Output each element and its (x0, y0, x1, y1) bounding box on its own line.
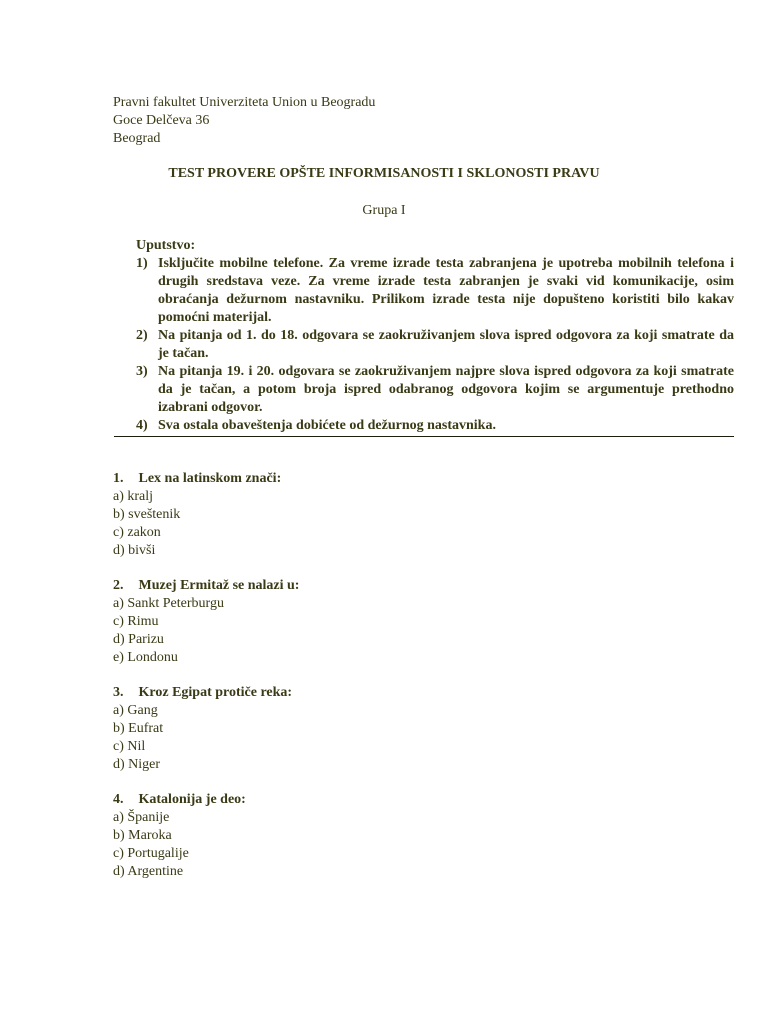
instruction-text: Sva ostala obaveštenja dobićete od dežurnog nastavnika. (158, 418, 496, 433)
answer-option[interactable]: b) Eufrat (113, 721, 164, 736)
street-address: Goce Delčeva 36 (113, 113, 210, 128)
institution-name: Pravni fakultet Univerziteta Union u Beogradu (113, 95, 376, 110)
test-group: Grupa I (362, 203, 406, 218)
instruction-text: Na pitanja od 1. do 18. odgovara se zaokruživanjem slova ispred odgovora za koji smatrate da je tačan. (158, 328, 734, 361)
instructions-heading: Uputstvo: (136, 238, 196, 253)
question-title (113, 684, 733, 702)
answer-option[interactable]: a) Sankt Peterburgu (113, 596, 224, 611)
instruction-item (136, 255, 734, 327)
answer-option[interactable]: d) bivši (113, 543, 156, 558)
instructions-list (136, 255, 734, 437)
question-title (113, 791, 733, 809)
question-3 (113, 684, 733, 774)
instructions-section (136, 237, 734, 437)
answer-option[interactable]: a) Gang (113, 703, 158, 718)
question-1 (113, 470, 733, 560)
question-text: Muzej Ermitaž se nalazi u: (138, 578, 300, 593)
question-number: 4. (113, 792, 124, 807)
instruction-item (136, 363, 734, 417)
answer-option[interactable]: c) Nil (113, 739, 146, 754)
instruction-item (114, 417, 734, 437)
answer-option[interactable]: c) zakon (113, 525, 161, 540)
question-text: Kroz Egipat protiče reka: (138, 685, 293, 700)
instruction-number: 2) (136, 328, 148, 343)
answer-option[interactable]: a) Španije (113, 810, 170, 825)
instruction-text: Isključite mobilne telefone. Za vreme izrade testa zabranjena je upotreba mobilnih telefona i drugih sredstava veze. Za vreme izrade testa zabranjen je svaki vid komunikacije, osim obraćanja dežurnom nastavniku. Prilikom izrade testa nije dopušteno koristiti bilo kakav pomoćni materijal. (158, 256, 734, 325)
answer-option[interactable]: d) Niger (113, 757, 161, 772)
answer-option[interactable]: c) Portugalije (113, 846, 189, 861)
question-number: 1. (113, 471, 124, 486)
question-title (113, 470, 733, 488)
instruction-number: 3) (136, 364, 148, 379)
city: Beograd (113, 131, 161, 146)
question-text: Lex na latinskom znači: (138, 471, 282, 486)
answer-option[interactable]: b) Maroka (113, 828, 172, 843)
instruction-number: 4) (136, 418, 148, 433)
question-title (113, 577, 733, 595)
question-number: 2. (113, 578, 124, 593)
instruction-number: 1) (136, 256, 148, 271)
test-title: TEST PROVERE OPŠTE INFORMISANOSTI I SKLONOSTI PRAVU (168, 166, 600, 181)
answer-option[interactable]: a) kralj (113, 489, 154, 504)
answer-option[interactable]: c) Rimu (113, 614, 159, 629)
instruction-text: Na pitanja 19. i 20. odgovara se zaokruživanjem najpre slova ispred odgovora za koji smatrate da je tačan, a potom broja ispred odabranog odgovora kojim se argumentuje prethodno izabrani odgovor. (158, 364, 734, 415)
answer-option[interactable]: b) sveštenik (113, 507, 181, 522)
answer-option[interactable]: e) Londonu (113, 650, 178, 665)
questions-section (113, 470, 733, 898)
answer-option[interactable]: d) Argentine (113, 864, 184, 879)
instruction-item (136, 327, 734, 363)
answer-option[interactable]: d) Parizu (113, 632, 164, 647)
question-4 (113, 791, 733, 881)
question-number: 3. (113, 685, 124, 700)
institution-address (113, 94, 375, 148)
question-2 (113, 577, 733, 667)
question-text: Katalonija je deo: (138, 792, 246, 807)
